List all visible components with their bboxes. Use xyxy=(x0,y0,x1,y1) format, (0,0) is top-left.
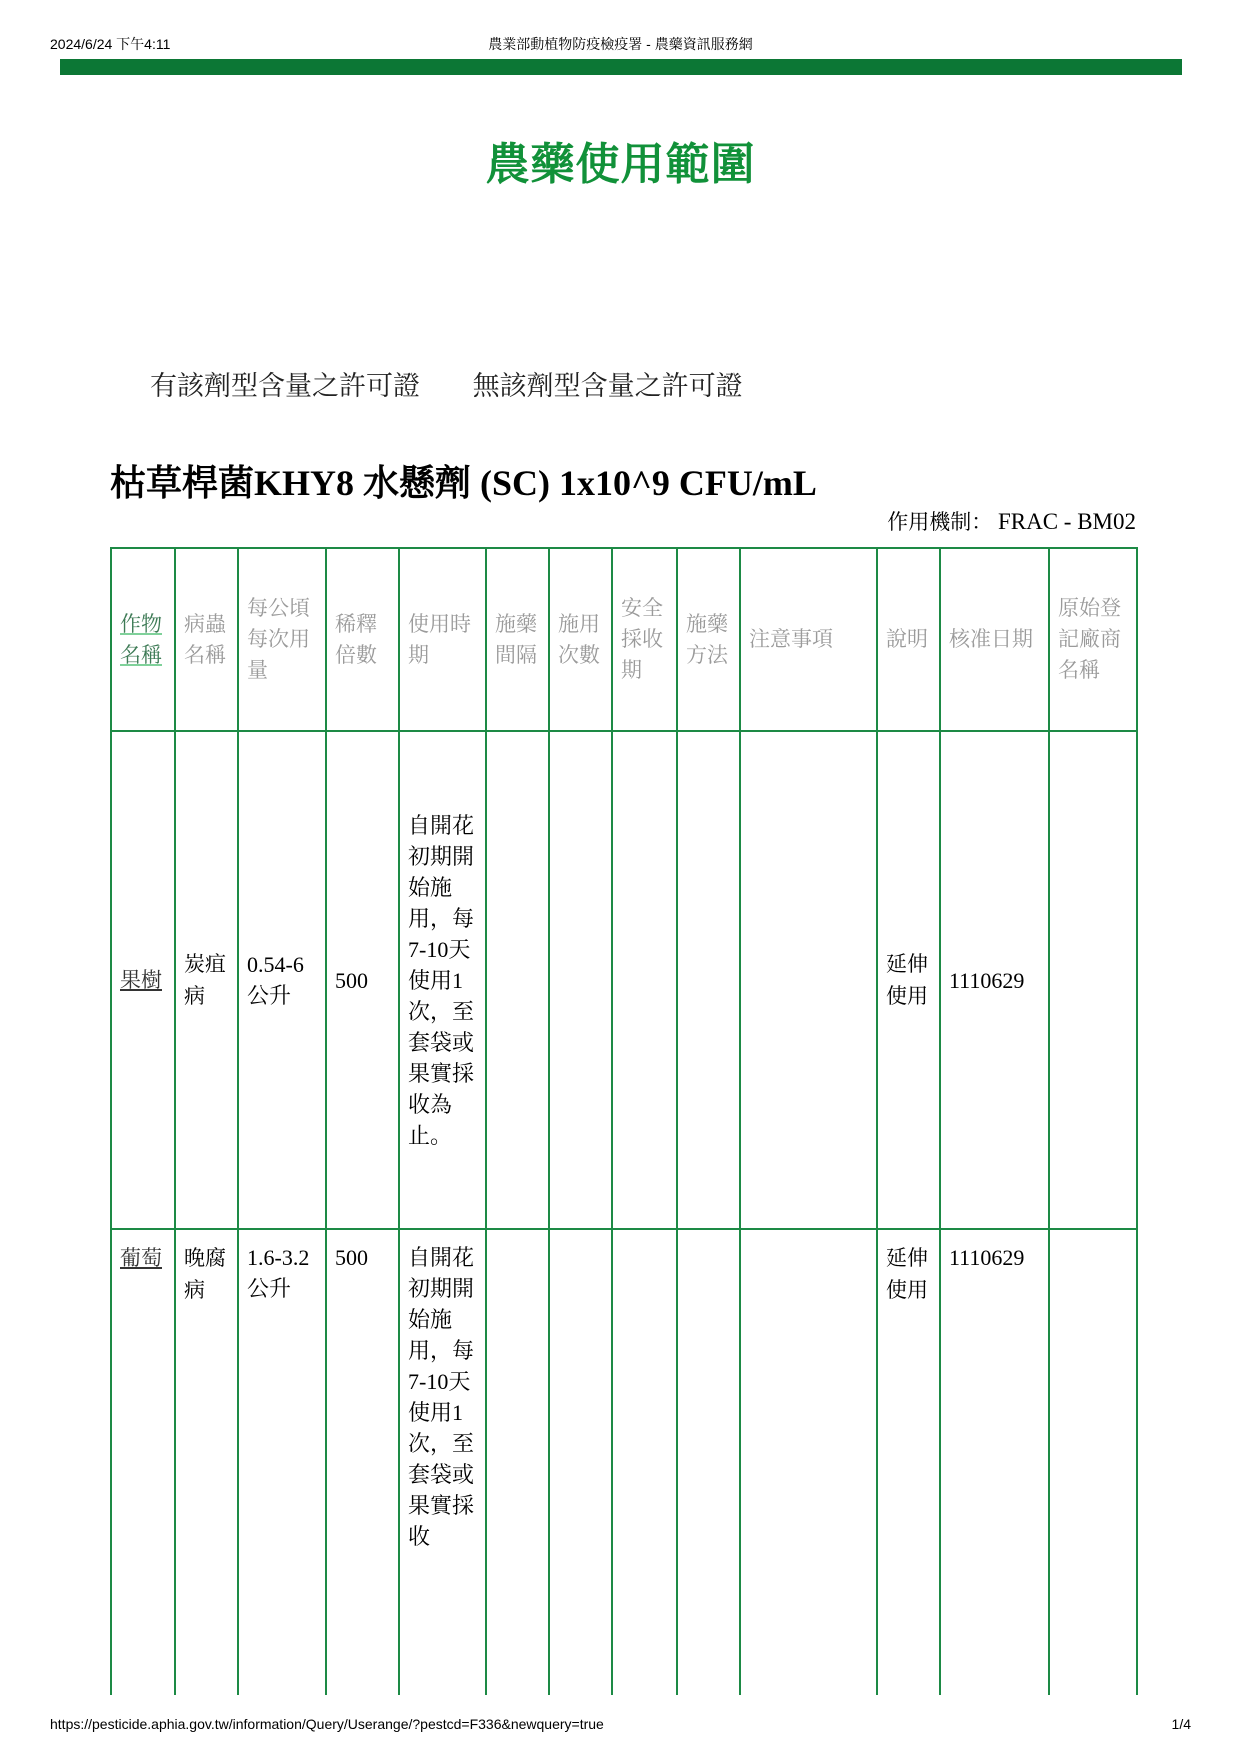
crop-link[interactable]: 葡萄 xyxy=(120,1246,162,1270)
col-method: 施藥方法 xyxy=(677,548,740,731)
print-datetime: 2024/6/24 下午4:11 xyxy=(50,36,171,52)
cell-dilution: 500 xyxy=(326,1229,399,1695)
cell-remark: 延伸使用 xyxy=(877,1229,940,1695)
page-url: https://pesticide.aphia.gov.tw/information/Query/Userange/?pestcd=F336&newquery=true xyxy=(50,1716,604,1732)
page-title: 農藥使用範圍 xyxy=(485,139,756,190)
col-crop-name[interactable]: 作物名稱 xyxy=(111,548,175,731)
cell-times xyxy=(549,1229,612,1695)
col-dosage: 每公頃每次用量 xyxy=(238,548,326,731)
with-license-link[interactable]: 有該劑型含量之許可證 xyxy=(150,371,420,402)
crop-link[interactable]: 果樹 xyxy=(120,968,162,992)
col-phi: 安全採收期 xyxy=(612,548,677,731)
cell-registrant xyxy=(1049,1229,1137,1695)
table-row xyxy=(111,731,1137,1229)
cell-registrant xyxy=(1049,731,1137,1229)
usage-table xyxy=(110,547,1138,1695)
cell-pest: 炭疽病 xyxy=(175,731,238,1229)
site-title: 農業部動植物防疫檢疫署 - 農藥資訊服務網 xyxy=(488,36,753,52)
cell-approval-date: 1110629 xyxy=(940,731,1049,1229)
cell-dosage: 0.54-6公升 xyxy=(238,731,326,1229)
cell-dosage: 1.6-3.2公升 xyxy=(238,1229,326,1695)
col-pest-name: 病蟲名稱 xyxy=(175,548,238,731)
col-dilution: 稀釋倍數 xyxy=(326,548,399,731)
mechanism-label: 作用機制： xyxy=(887,510,993,534)
cell-method xyxy=(677,1229,740,1695)
cell-dilution: 500 xyxy=(326,731,399,1229)
product-title: 枯草桿菌KHY8 水懸劑 (SC) 1x10^9 CFU/mL xyxy=(110,463,817,503)
col-timing: 使用時期 xyxy=(399,548,486,731)
col-registrant: 原始登記廠商名稱 xyxy=(1049,548,1137,731)
page-number: 1/4 xyxy=(1171,1716,1191,1732)
col-times: 施用次數 xyxy=(549,548,612,731)
table-row xyxy=(111,1229,1137,1695)
col-remark: 說明 xyxy=(877,548,940,731)
col-notes: 注意事項 xyxy=(740,548,877,731)
cell-notes xyxy=(740,1229,877,1695)
cell-timing: 自開花初期開始施用，每7-10天使用1次，至套袋或果實採收 xyxy=(399,1229,486,1695)
cell-notes xyxy=(740,731,877,1229)
cell-times xyxy=(549,731,612,1229)
cell-crop xyxy=(111,1229,175,1695)
col-interval: 施藥間隔 xyxy=(486,548,549,731)
cell-phi xyxy=(612,1229,677,1695)
cell-phi xyxy=(612,731,677,1229)
cell-crop xyxy=(111,731,175,1229)
without-license-link[interactable]: 無該劑型含量之許可證 xyxy=(472,371,743,402)
cell-approval-date: 1110629 xyxy=(940,1229,1049,1695)
cell-remark: 延伸使用 xyxy=(877,731,940,1229)
cell-interval xyxy=(486,731,549,1229)
cell-interval xyxy=(486,1229,549,1695)
cell-method xyxy=(677,731,740,1229)
table-header-row xyxy=(111,548,1137,731)
cell-timing: 自開花初期開始施用，每7-10天使用1次，至套袋或果實採收為止。 xyxy=(399,731,486,1229)
cell-pest: 晚腐病 xyxy=(175,1229,238,1695)
col-approval-date: 核准日期 xyxy=(940,548,1049,731)
mechanism-value: FRAC - BM02 xyxy=(997,509,1136,534)
